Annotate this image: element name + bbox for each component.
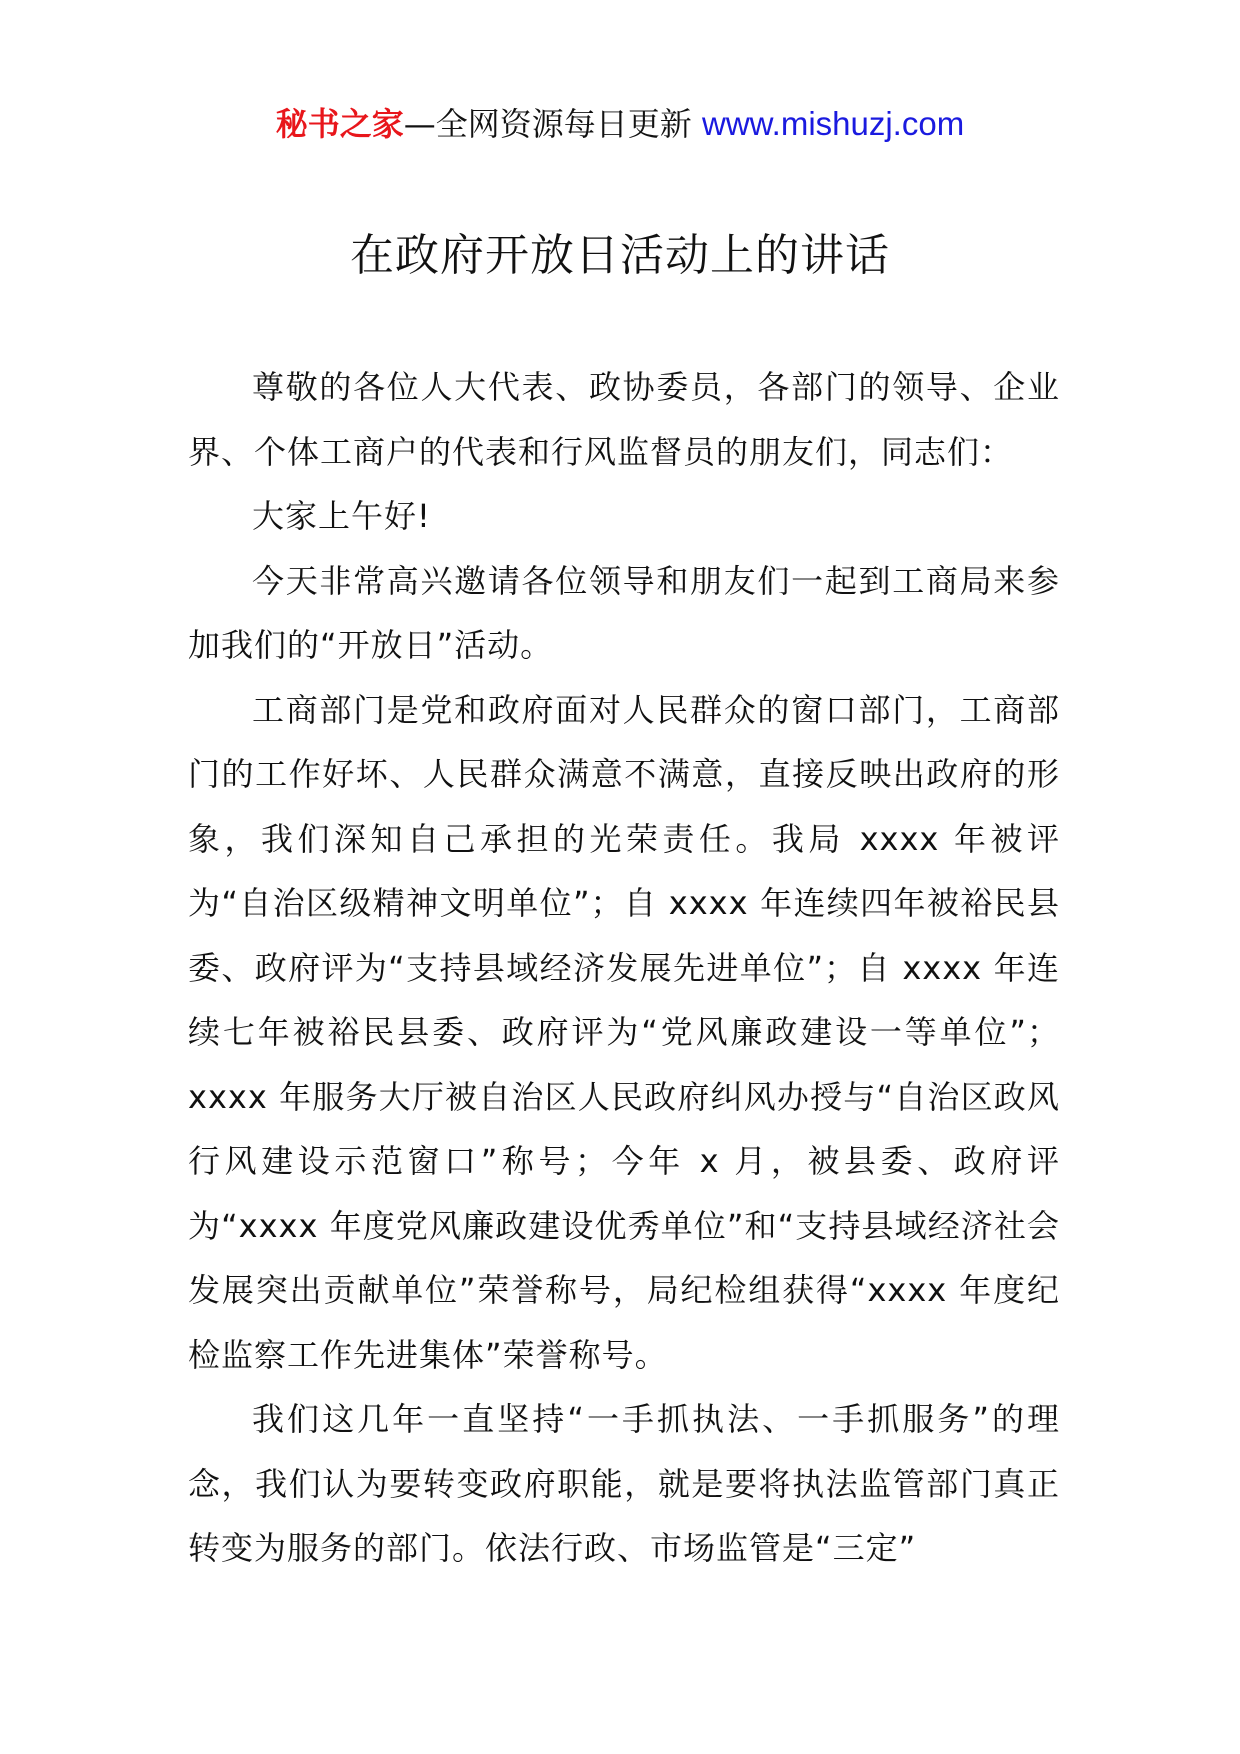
paragraph-salutation: 尊敬的各位人大代表、政协委员，各部门的领导、企业界、个体工商户的代表和行风监督员的朋友们，同志们： [188, 368, 1060, 471]
paragraph-greeting: 大家上午好! [252, 497, 431, 535]
document-body [188, 355, 1060, 1581]
paragraph-achievements: 工商部门是党和政府面对人民群众的窗口部门，工商部门的工作好坏、人民群众满意不满意，直接反映出政府的形象，我们深知自己承担的光荣责任。我局 xxxx 年被评为“自治区级精神文明单位”；自 xxxx 年连续四年被裕民县委、政府评为“支持县域经济发展先进单位”；自 xxxx 年连续七年被裕民县委、政府评为“党风廉政建设一等单位”；xxxx 年服务大厅被自治区人民政府纠风办授与“自治区政风行风建设示范窗口”称号；今年 x 月，被县委、政府评为“xxxx 年度党风廉政建设优秀单位”和“支持县域经济社会发展突出贡献单位”荣誉称号，局纪检组获得“xxxx 年度纪检监察工作先进集体”荣誉称号。 [188, 690, 1060, 1374]
header-tagline: —全网资源每日更新 [403, 105, 702, 143]
paragraph-philosophy: 我们这几年一直坚持“一手抓执法、一手抓服务”的理念，我们认为要转变政府职能，就是要将执法监管部门真正转变为服务的部门。依法行政、市场监管是“三定” [188, 1400, 1060, 1567]
paragraph-invitation: 今天非常高兴邀请各位领导和朋友们一起到工商局来参加我们的“开放日”活动。 [188, 561, 1060, 664]
site-url-link[interactable]: www.mishuzj.com [701, 105, 965, 142]
site-header [0, 104, 1240, 144]
brand-name: 秘书之家 [275, 105, 404, 143]
document-title: 在政府开放日活动上的讲话 [350, 230, 890, 281]
